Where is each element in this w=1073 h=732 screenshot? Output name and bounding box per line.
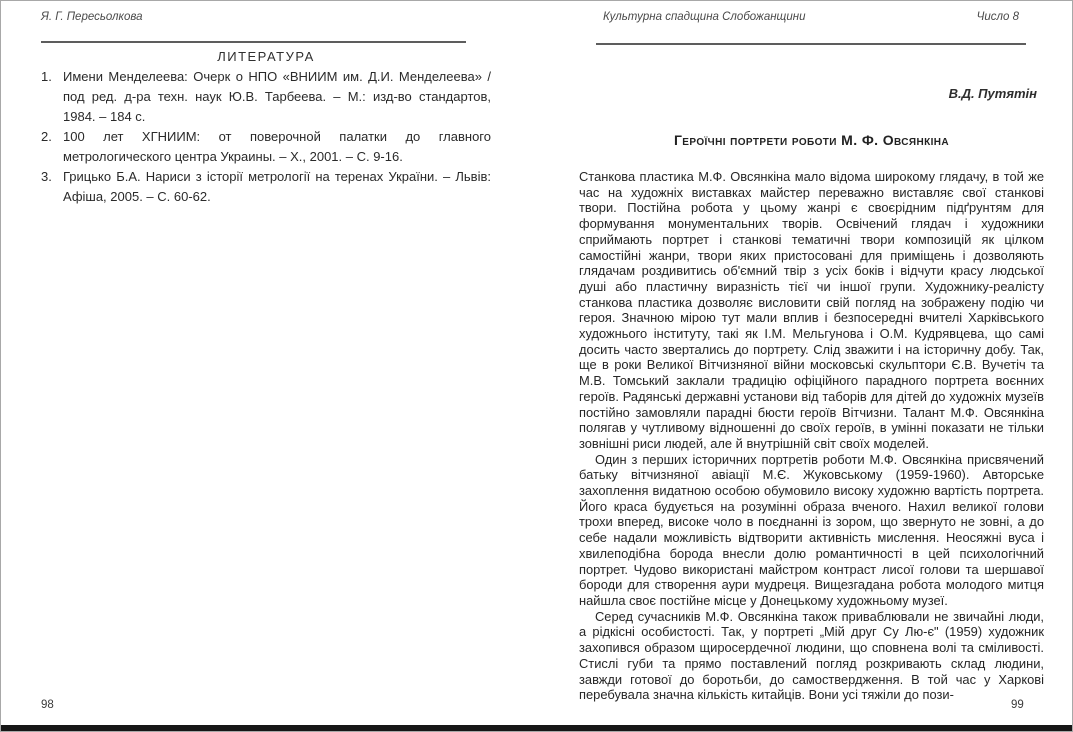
article-paragraph: Станкова пластика М.Ф. Овсянкіна мало відома широкому глядачу, в той же час на художніх виставках майстер переважно виставляє свої станкові твори. Постійна робота у цьому жанрі є своєрідним підґрунтям для формування монументальних творів. Освічений глядач і художники сприймають портрет і станкові тематичні твори композицій як цілком самостійні жанри, твори яких пристосовані для приміщень і дозволяють глядачам роздивитись об'ємний твір з усіх боків і відчути красу людської душі або пластичну виразність тієї чи іншої групи. Художнику-реалісту станкова пластика дозволяє висловити свій погляд на зображену подію чи героя. Значною мірою тут мали вплив і безпосередні вчителі Харківського художнього інституту, такі як І.М. Мельгунова і О.М. Кудрявцева, що самі досить часто звертались до портрету. Слід зважити і на історичну добу. Так, ще в роки Великої Вітчизняної війни московські скульптори Є.В. Вучетіч та М.В. Томський заклали традицію офіційного парадного портрета воєнних героїв. Радянські державні установи від таборів для дітей до художніх музеїв постійно замовляли парадні бюсти героїв Вітчизни. Талант М.Ф. Овсянкіна полягав у чутливому відношенні до своїх героїв, в умінні показати не тільки зовнішні риси людей, але й внутрішній світ своїх моделей. [579, 169, 1044, 451]
article-paragraph: Один з перших історичних портретів роботи М.Ф. Овсянкіна присвячений батьку вітчизняної авіації М.Є. Жуковському (1959-1960). Авторське захоплення видатною особою обумовило високу художню вартість портрета. Його краса будується на розумінні образа вченого. Нахил великої голови трохи вперед, високе чоло в поєднанні із зором, що звернуто не зовні, а до себе надали можливість відтворити активність мислення. Неосяжні вуса і хвилеподібна борода внесли долю романтичності в цей психологічний портрет. Чудово використані майстром контраст лисої голови та шершавої бороди для створення аури мудреця. Вищезгадана робота молодого митця найшла своє постійне місце у Донецькому художньому музеї. [579, 451, 1044, 608]
reference-number: 3. [41, 169, 52, 184]
article-body [579, 169, 1044, 703]
literature-section-title: ЛИТЕРАТУРА [217, 49, 315, 64]
reference-text: Имени Менделеева: Очерк о НПО «ВНИИМ им. Д.И. Менделеева» / под ред. д-ра техн. наук Ю.В. Тарбеева. – М.: изд-во стандартов, 1984. – 184 с. [63, 69, 491, 124]
reference-list [41, 67, 491, 207]
scan-bottom-band [1, 725, 1072, 731]
right-page-header-rule [596, 43, 1026, 45]
article-author: В.Д. Путятін [948, 86, 1037, 101]
reference-item [41, 67, 491, 127]
reference-text: Грицько Б.А. Нариси з історії метрології на теренах України. – Львів: Афіша, 2005. – С. 60-62. [63, 169, 491, 204]
left-page-header-rule [41, 41, 466, 43]
reference-item [41, 127, 491, 167]
right-page-issue-label: Число 8 [976, 11, 1019, 23]
article-title: Героїчні портрети роботи М. Ф. Овсянкіна [673, 132, 950, 148]
right-page-running-head: Культурна спадщина Слобожанщини [603, 11, 806, 23]
article-paragraph: Серед сучасників М.Ф. Овсянкіна також приваблювали не звичайні люди, а рідкісні особистості. Так, у портреті „Мій друг Су Лю-є" (1959) художник захопився образом щиросердечної людини, що сповнена волі та сміливості. Стислі губи та прямо поставлений погляд розкривають склад людини, завжди готової до боротьби, до самоствердження. В той час у Харкові перебувала значна кількість китайців. Вони усі тяжіли до пози- [579, 608, 1044, 703]
reference-text: 100 лет ХГНИИМ: от поверочной палатки до главного метрологического центра Украины. – Х., 2001. – С. 9-16. [63, 129, 491, 164]
left-page-number: 98 [41, 699, 54, 711]
reference-item [41, 167, 491, 207]
reference-number: 1. [41, 69, 52, 84]
left-page-running-head: Я. Г. Пересьолкова [41, 11, 143, 23]
right-page-number: 99 [1011, 699, 1024, 711]
reference-number: 2. [41, 129, 52, 144]
